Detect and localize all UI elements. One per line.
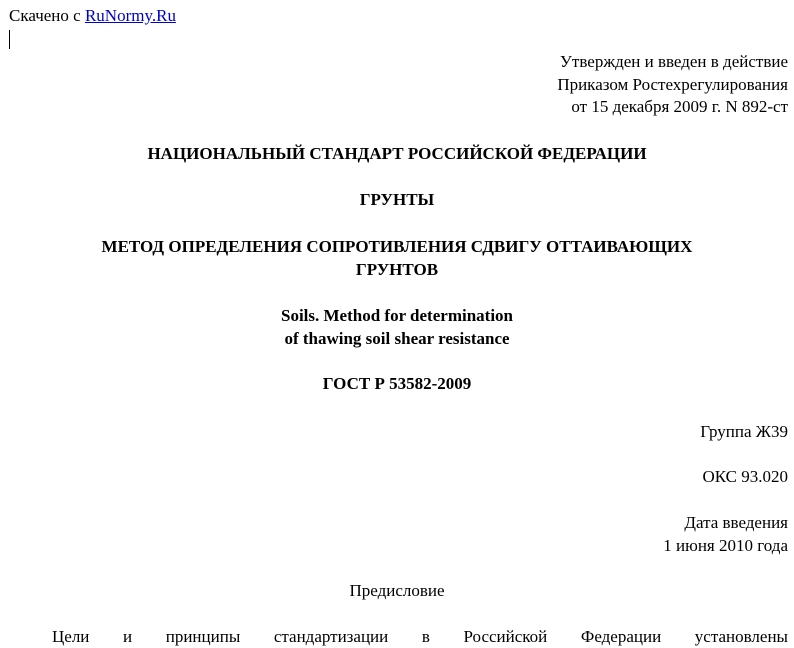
intro-date-block <box>663 512 788 557</box>
national-standard-title: НАЦИОНАЛЬНЫЙ СТАНДАРТ РОССИЙСКОЙ ФЕДЕРАЦИИ <box>147 144 647 163</box>
soils-title: ГРУНТЫ <box>359 190 435 209</box>
paragraph-word: Российской <box>463 627 548 646</box>
paragraph-word: Цели <box>52 627 90 646</box>
method-title <box>30 235 764 281</box>
text-cursor <box>9 30 10 49</box>
approval-line-2: Приказом Ростехрегулирования <box>557 74 788 94</box>
paragraph-word: в <box>421 627 430 646</box>
group-code: Группа Ж39 <box>700 422 788 441</box>
paragraph-word: принципы <box>165 627 241 646</box>
preface-paragraph-line <box>52 626 788 648</box>
english-title <box>0 305 794 350</box>
approval-block <box>557 51 788 119</box>
approval-line-3: от 15 декабря 2009 г. N 892-ст <box>571 97 788 116</box>
method-title-line-1: МЕТОД ОПРЕДЕЛЕНИЯ СОПРОТИВЛЕНИЯ СДВИГУ ОТТАИВАЮЩИХ <box>101 237 693 256</box>
gost-number: ГОСТ Р 53582-2009 <box>322 374 472 393</box>
paragraph-word: установлены <box>694 627 788 646</box>
method-title-line-2: ГРУНТОВ <box>355 260 439 279</box>
oks-code: ОКС 93.020 <box>702 467 788 486</box>
paragraph-word: и <box>123 627 133 646</box>
intro-date-label: Дата введения <box>684 513 788 532</box>
intro-date-value: 1 июня 2010 года <box>663 535 788 555</box>
paragraph-word: стандартизации <box>273 627 389 646</box>
source-line <box>9 5 176 27</box>
paragraph-word: Федерации <box>580 627 662 646</box>
english-title-line-1: Soils. Method for determination <box>280 306 513 325</box>
source-link[interactable]: RuNormy.Ru <box>84 6 176 25</box>
english-title-line-2: of thawing soil shear resistance <box>284 328 510 348</box>
preface-heading: Предисловие <box>349 581 445 600</box>
source-prefix: Скачено с <box>9 6 81 25</box>
approval-line-1: Утвержден и введен в действие <box>559 52 788 71</box>
